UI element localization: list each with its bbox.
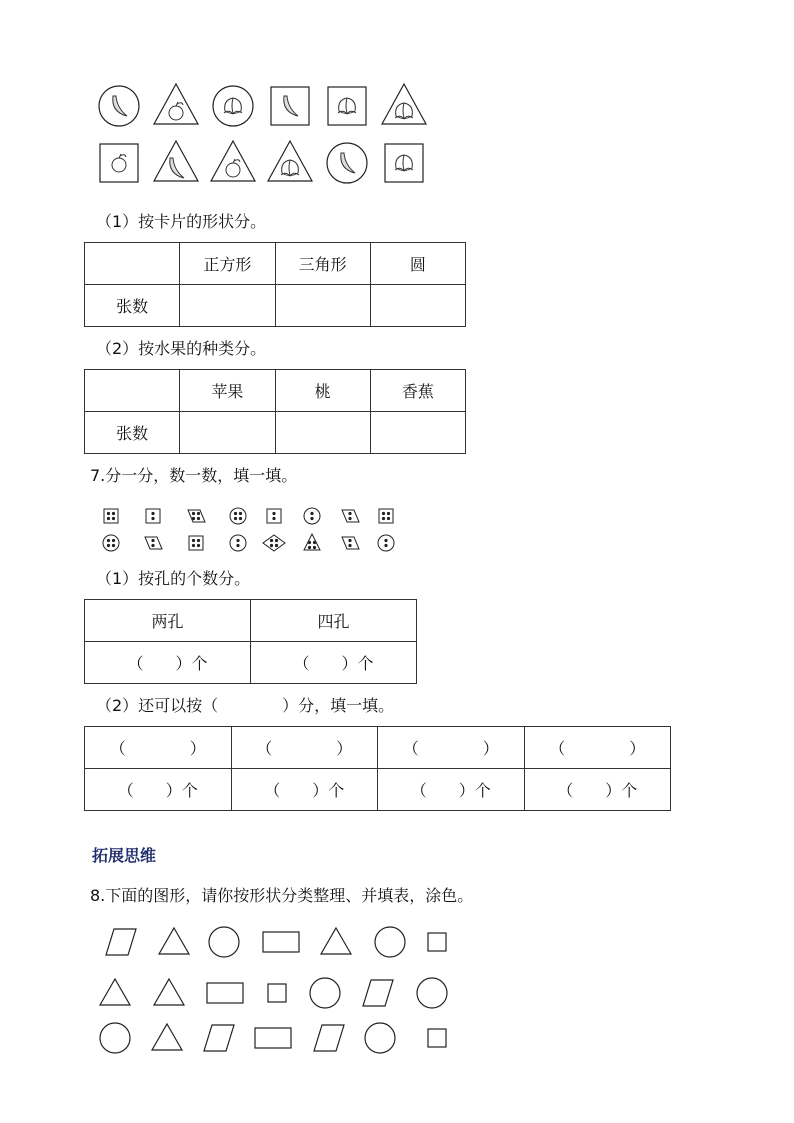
square-shape[interactable] xyxy=(268,984,286,1002)
circle-shape[interactable] xyxy=(310,978,340,1008)
custom-count-2[interactable]: （ ）个 xyxy=(231,769,378,811)
parallelogram-shape[interactable] xyxy=(363,980,393,1006)
triangle-shape[interactable] xyxy=(100,979,130,1005)
circle-shape[interactable] xyxy=(100,1023,130,1053)
circle-shape[interactable] xyxy=(417,978,447,1008)
square-shape[interactable] xyxy=(428,1029,446,1047)
custom-count-4[interactable]: （ ）个 xyxy=(524,769,671,811)
parallelogram-shape[interactable] xyxy=(106,929,136,955)
answer-cell-two-holes[interactable]: （ ）个 xyxy=(85,642,251,684)
q7-title: 7.分一分，数一数，填一填。 xyxy=(90,466,298,485)
q6-part2-label: （2）按水果的种类分。 xyxy=(96,339,267,358)
q7-part2-label: （2）还可以按（ ）分，填一填。 xyxy=(96,696,395,715)
header-apple: 苹果 xyxy=(180,370,275,412)
triangle-shape[interactable] xyxy=(154,979,184,1005)
rectangle-shape[interactable] xyxy=(263,932,299,952)
q8-title: 8.下面的图形，请你按形状分类整理、并填表，涂色。 xyxy=(90,886,474,905)
triangle-shape[interactable] xyxy=(152,1024,182,1050)
circle-shape[interactable] xyxy=(365,1023,395,1053)
q6-part1-label: （1）按卡片的形状分。 xyxy=(96,212,267,231)
rectangle-shape[interactable] xyxy=(207,983,243,1003)
custom-header-2[interactable]: （ ） xyxy=(231,727,378,769)
circle-shape[interactable] xyxy=(209,927,239,957)
triangle-shape[interactable] xyxy=(321,928,351,954)
row-label-count: 张数 xyxy=(85,412,180,454)
header-two-holes: 两孔 xyxy=(85,600,251,642)
custom-count-3[interactable]: （ ）个 xyxy=(378,769,525,811)
extension-heading: 拓展思维 xyxy=(92,846,157,865)
square-shape[interactable] xyxy=(428,933,446,951)
row-label-count: 张数 xyxy=(85,285,180,327)
parallelogram-shape[interactable] xyxy=(204,1025,234,1051)
triangle-shape[interactable] xyxy=(159,928,189,954)
parallelogram-shape[interactable] xyxy=(314,1025,344,1051)
header-triangle: 三角形 xyxy=(275,243,370,285)
custom-count-1[interactable]: （ ）个 xyxy=(85,769,232,811)
custom-header-4[interactable]: （ ） xyxy=(524,727,671,769)
circle-shape[interactable] xyxy=(375,927,405,957)
rectangle-shape[interactable] xyxy=(255,1028,291,1048)
q7-part1-label: （1）按孔的个数分。 xyxy=(96,569,251,588)
custom-header-1[interactable]: （ ） xyxy=(85,727,232,769)
answer-cell-four-holes[interactable]: （ ）个 xyxy=(251,642,417,684)
custom-header-3[interactable]: （ ） xyxy=(378,727,525,769)
header-square: 正方形 xyxy=(180,243,275,285)
header-circle: 圆 xyxy=(370,243,465,285)
header-peach: 桃 xyxy=(275,370,370,412)
header-four-holes: 四孔 xyxy=(251,600,417,642)
header-banana: 香蕉 xyxy=(370,370,465,412)
